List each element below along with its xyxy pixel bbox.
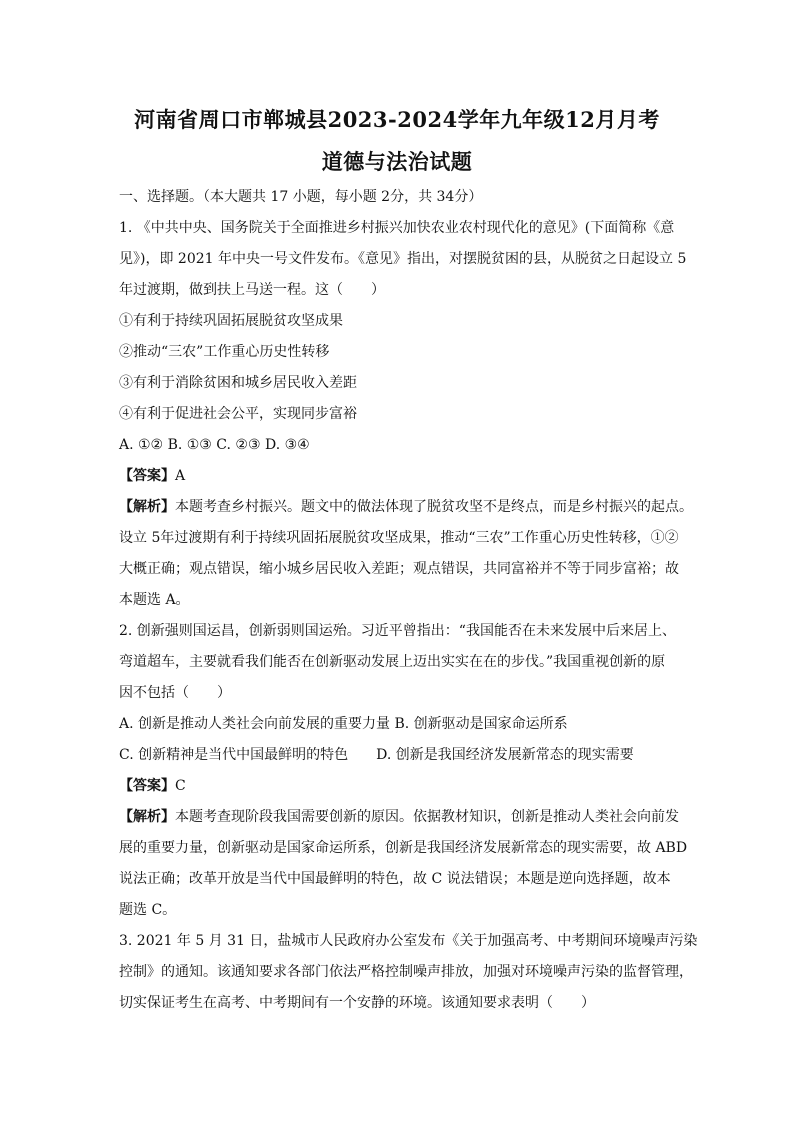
- answer-value: A: [175, 468, 186, 484]
- q1-analysis-line: 设立 5年过渡期有利于持续巩固拓展脱贫攻坚成果，推动“三农”工作重心历史性转移，①②: [119, 530, 679, 546]
- q1-stem-line: 1. 《中共中央、国务院关于全面推进乡村振兴加快农业农村现代化的意见》(下面简称《意: [119, 220, 675, 236]
- q2-options-line: A. 创新是推动人类社会向前发展的重要力量 B. 创新驱动是国家命运所系: [119, 716, 568, 732]
- answer-label: 【答案】: [119, 468, 175, 484]
- q1-analysis-line: 本题选 A。: [119, 592, 190, 608]
- q1-item: ④有利于促进社会公平，实现同步富裕: [119, 406, 357, 422]
- q3-stem-line: 控制》的通知。该通知要求各部门依法严格控制噪声排放，加强对环境噪声污染的监督管理，: [119, 964, 693, 980]
- q2-options-line: C. 创新精神是当代中国最鲜明的特色 D. 创新是我国经济发展新常态的现实需要: [119, 747, 634, 763]
- q2-stem-line: 2. 创新强则国运昌，创新弱则国运殆。习近平曾指出：“我国能否在未来发展中后来居上、: [119, 623, 676, 639]
- q1-item: ②推动“三农”工作重心历史性转移: [119, 344, 330, 360]
- q1-stem-line: 见》)，即 2021 年中央一号文件发布。《意见》指出，对摆脱贫困的县，从脱贫之日起设立 5: [119, 251, 687, 267]
- q2-stem-line: 因不包括（ ）: [119, 685, 231, 701]
- q1-options: A. ①② B. ①③ C. ②③ D. ③④: [119, 437, 310, 453]
- answer-value: C: [175, 778, 186, 794]
- exam-body: [119, 182, 698, 1019]
- q3-stem-line: 3. 2021 年 5 月 31 日，盐城市人民政府办公室发布《关于加强高考、中考期间环境噪声污染: [119, 933, 698, 949]
- analysis-label: 【解析】: [119, 809, 175, 825]
- answer-label: 【答案】: [119, 778, 175, 794]
- q3-stem-line: 切实保证考生在高考、中考期间有一个安静的环境。该通知要求表明（ ）: [119, 995, 595, 1011]
- q2-analysis-line: 说法正确；改革开放是当代中国最鲜明的特色，故 C 说法错误；本题是逆向选择题，故本: [119, 871, 671, 887]
- q1-analysis-line: 大概正确；观点错误，缩小城乡居民收入差距；观点错误，共同富裕并不等于同步富裕；故: [119, 561, 679, 577]
- analysis-text: 本题考查乡村振兴。题文中的做法体现了脱贫攻坚不是终点，而是乡村振兴的起点。: [175, 499, 693, 515]
- q2-stem-line: 弯道超车，主要就看我们能否在创新驱动发展上迈出实实在在的步伐。”我国重视创新的原: [119, 654, 666, 670]
- analysis-label: 【解析】: [119, 499, 175, 515]
- section-heading: 一、选择题。（本大题共 17 小题，每小题 2分，共 34分）: [119, 189, 483, 205]
- q2-analysis-line: [119, 802, 679, 833]
- q1-analysis-line: [119, 492, 693, 523]
- q2-answer: [119, 771, 679, 802]
- q1-stem-line: 年过渡期，做到扶上马送一程。这（ ）: [119, 282, 385, 298]
- q2-analysis-line: 题选 C。: [119, 902, 177, 918]
- q1-item: ①有利于持续巩固拓展脱贫攻坚成果: [119, 313, 343, 329]
- exam-subject-title: 道德与法治试题: [321, 149, 473, 174]
- exam-title: 河南省周口市郸城县2023-2024学年九年级12月月考: [134, 107, 660, 132]
- q2-analysis-line: 展的重要力量，创新驱动是国家命运所系，创新是我国经济发展新常态的现实需要，故 ABD: [119, 840, 688, 856]
- q1-answer: [119, 461, 679, 492]
- analysis-text: 本题考查现阶段我国需要创新的原因。依据教材知识，创新是推动人类社会向前发: [175, 809, 679, 825]
- q1-item: ③有利于消除贫困和城乡居民收入差距: [119, 375, 357, 391]
